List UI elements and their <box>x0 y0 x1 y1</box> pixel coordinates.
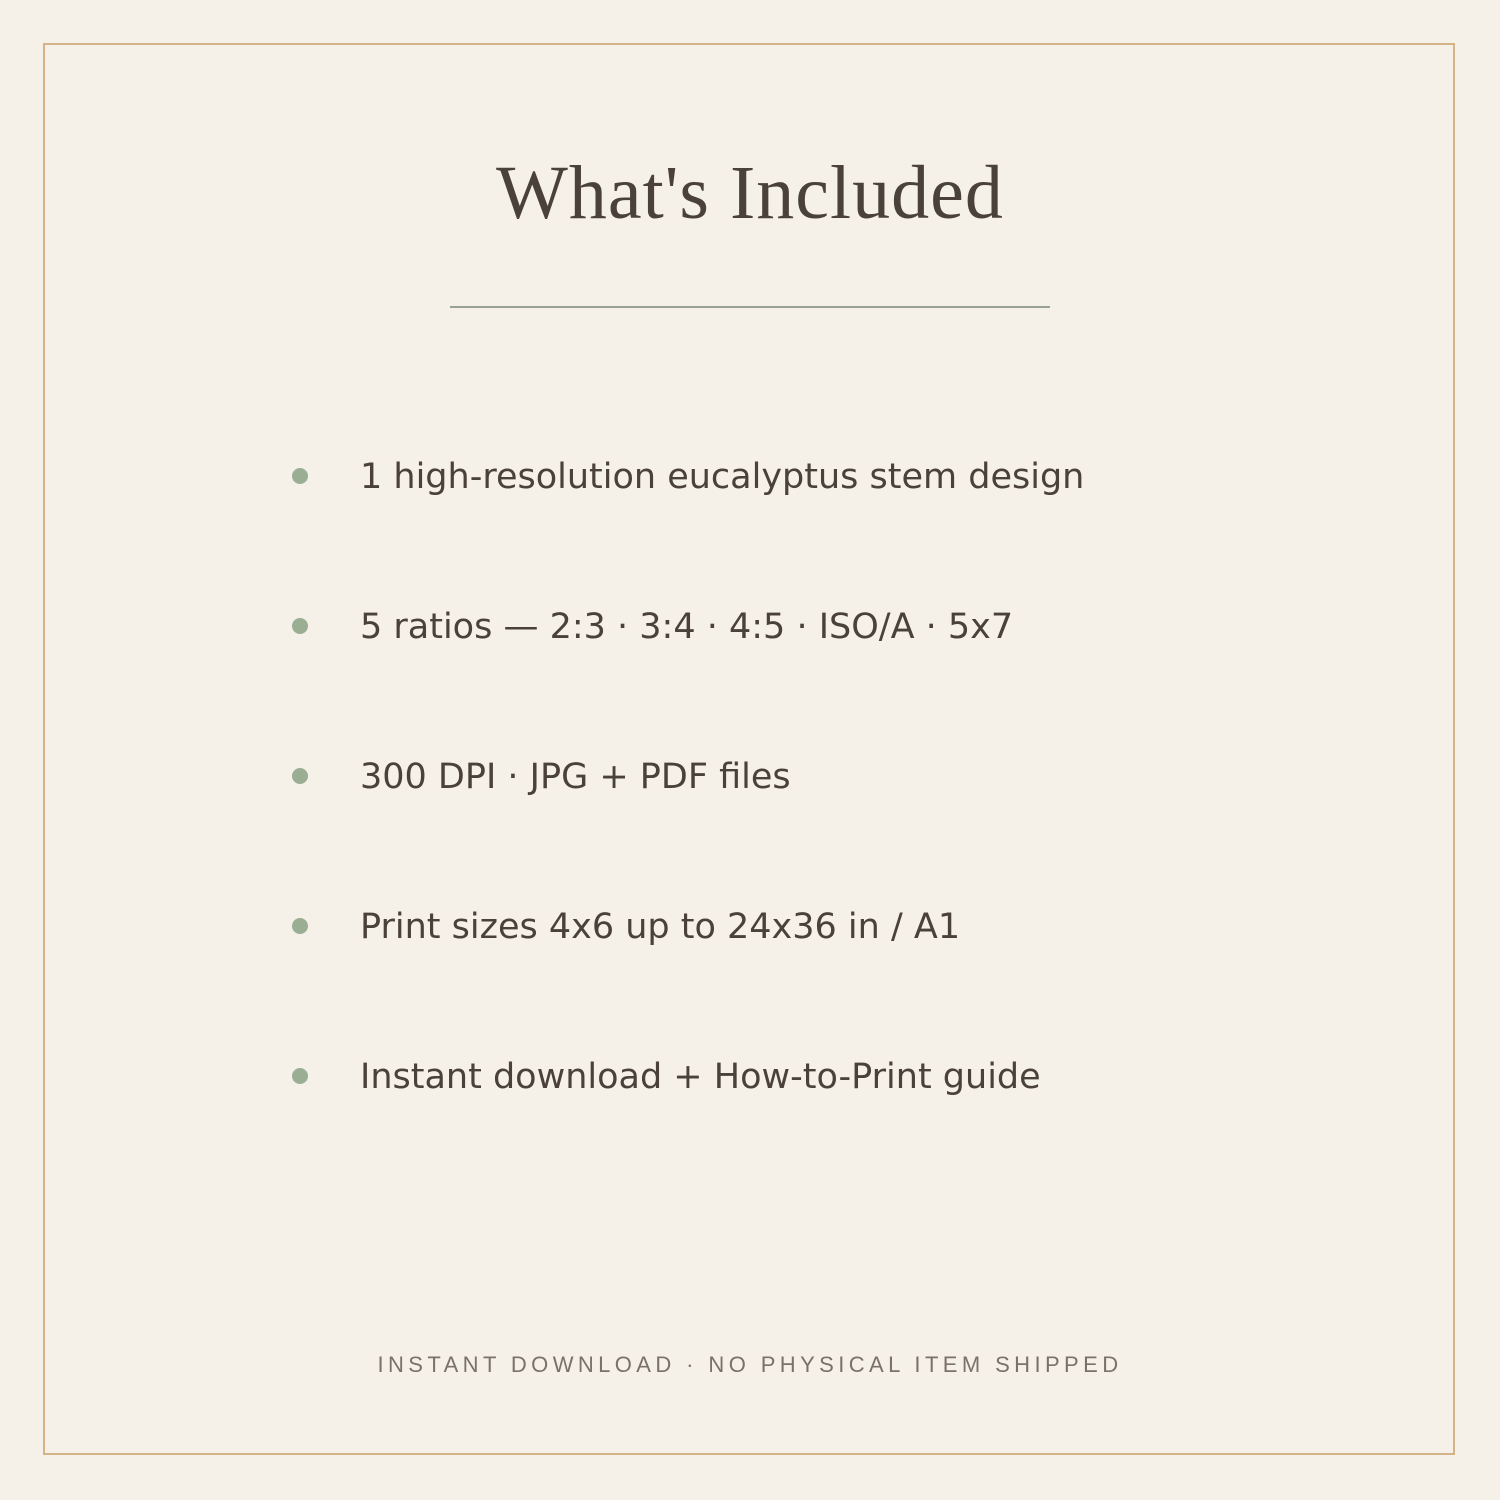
list-item-text: 300 DPI · JPG + PDF files <box>360 757 791 797</box>
list-item <box>290 1047 1290 1107</box>
list-item <box>290 747 1290 807</box>
bullet-dot-icon <box>292 918 308 934</box>
list-item <box>290 897 1290 957</box>
page-title: What's Included <box>496 151 1004 235</box>
bullet-dot-icon <box>292 768 308 784</box>
title-divider <box>450 306 1050 308</box>
list-item-text: Print sizes 4x6 up to 24x36 in / A1 <box>360 907 961 947</box>
list-item-text: 5 ratios — 2:3 · 3:4 · 4:5 · ISO/A · 5x7 <box>360 607 1014 647</box>
list-item <box>290 597 1290 657</box>
list-item-text: Instant download + How-to-Print guide <box>360 1057 1041 1097</box>
footer-note: INSTANT DOWNLOAD · NO PHYSICAL ITEM SHIPPED <box>377 1352 1123 1377</box>
bullet-dot-icon <box>292 468 308 484</box>
bullet-dot-icon <box>292 618 308 634</box>
bullet-dot-icon <box>292 1068 308 1084</box>
list-item-text: 1 high-resolution eucalyptus stem design <box>360 457 1085 497</box>
list-item <box>290 447 1290 507</box>
